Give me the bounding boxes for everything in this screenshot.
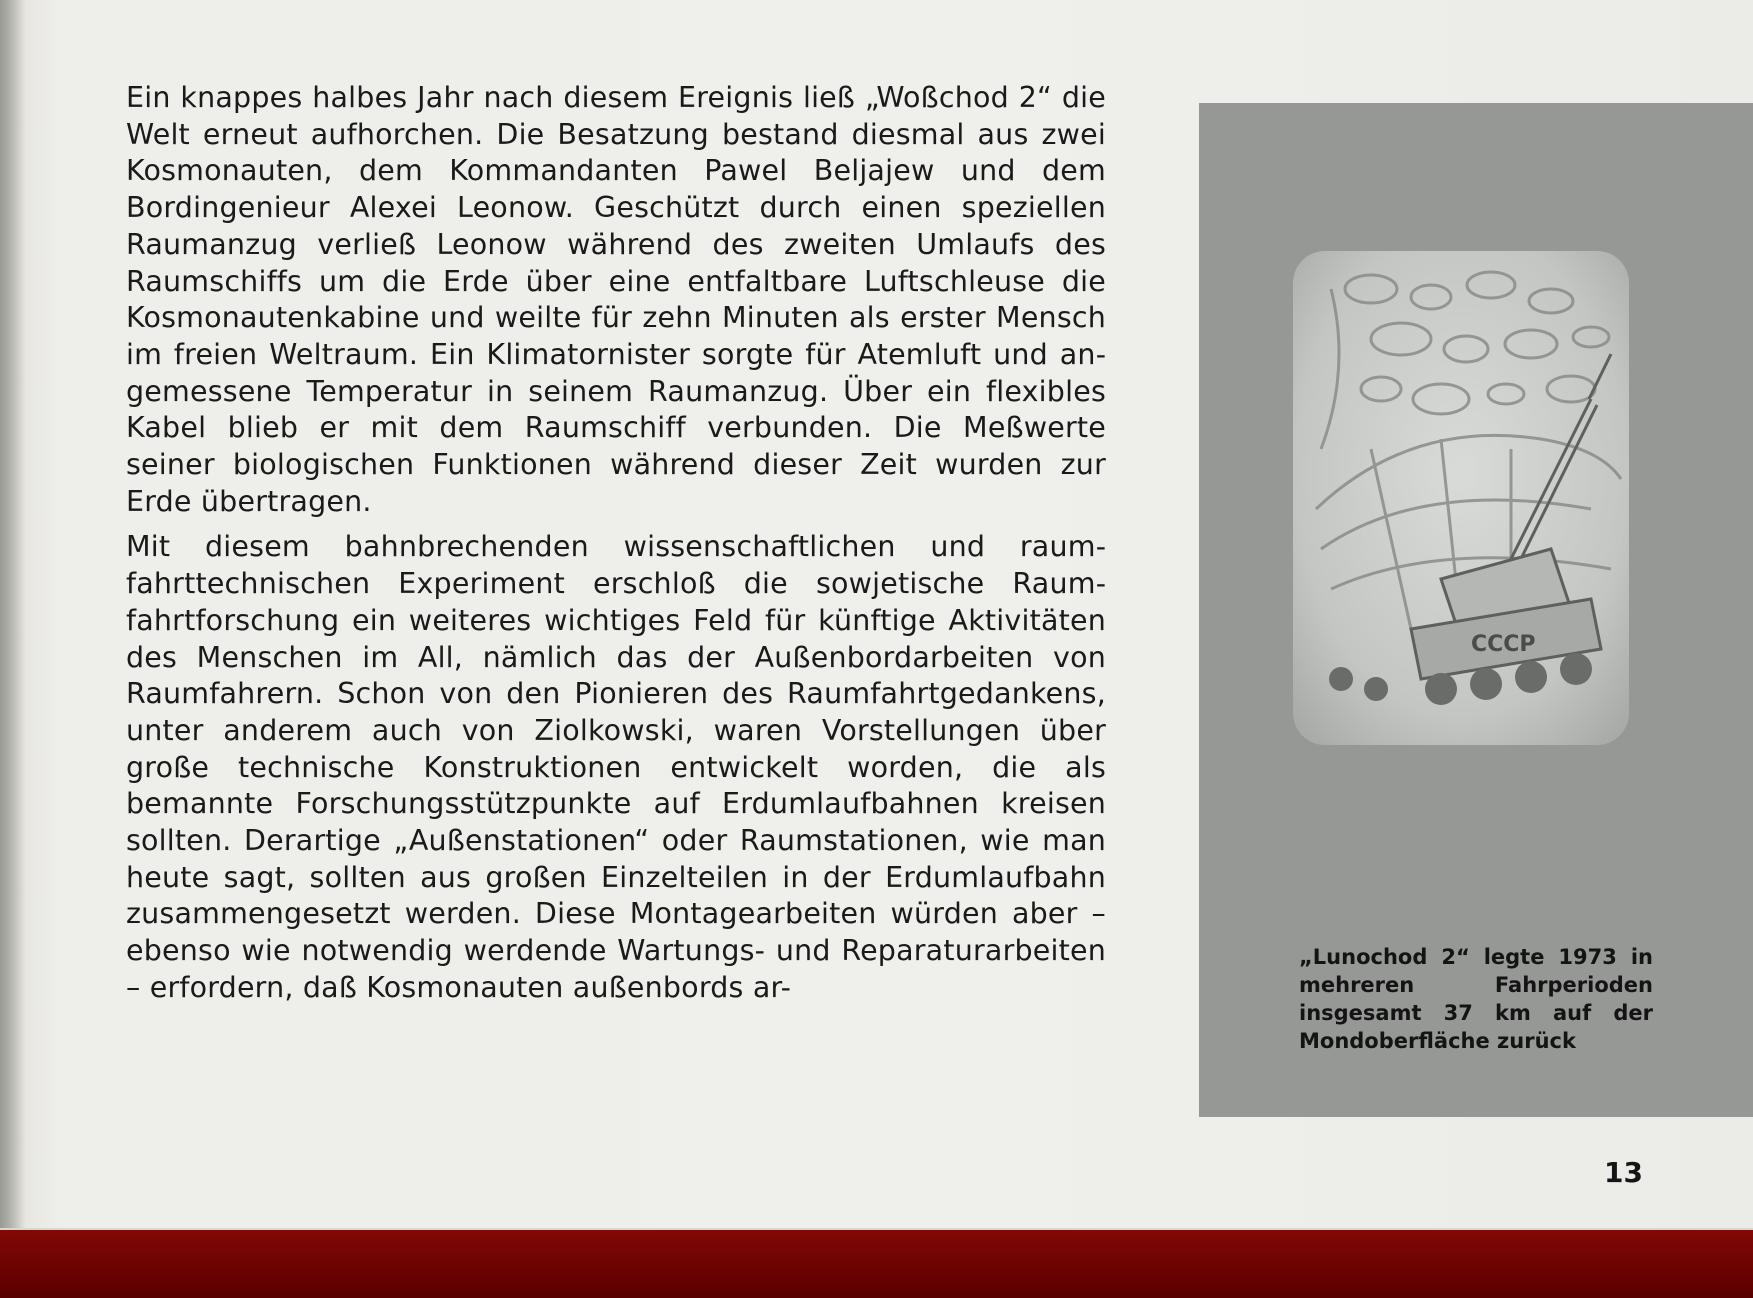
paragraph-1: Ein knappes halbes Jahr nach diesem Ereignis ließ „Woßchod 2“ die Welt erneut aufhorchen. Die Besatzung bestand diesmal aus zwei Kosmonauten, dem Kommandanten Pawel Beljajew und dem Bordingenieur Alexei Leonow. Geschützt durch einen speziellen Raumanzug verließ Leonow während des zweiten Umlaufs des Raumschiffs um die Erde über eine entfaltbare Luftschleuse die Kosmonautenkabine und weilte für zehn Minuten als erster Mensch im freien Weltraum. Ein Klimatornister sorgte für Atemluft und angemessene Temperatur in seinem Raumanzug. Über ein flexibles Kabel blieb er mit dem Raumschiff verbunden. Die Meßwerte seiner biologischen Funktionen während dieser Zeit wurden zur Erde übertragen. <box>126 81 1106 518</box>
lunokhod-stamp-illustration <box>1291 249 1631 747</box>
figure-panel <box>1199 103 1753 1117</box>
page-number: 13 <box>1604 1156 1643 1189</box>
page-gutter-shadow <box>0 0 26 1228</box>
stamp-text: СССР <box>1471 632 1536 657</box>
body-text <box>126 80 1106 1007</box>
figure-caption: „Lunochod 2“ legte 1973 in mehreren Fahrperioden insgesamt 37 km auf der Mondoberfläche zurück <box>1299 945 1653 1053</box>
paragraph-2: Mit diesem bahnbrechenden wissenschaftlichen und raumfahrttechnischen Experiment erschloß die sowjetische Raumfahrtforschung ein weiteres wichtiges Feld für künftige Aktivitäten des Menschen im All, nämlich das der Außenbordarbeiten von Raumfahrern. Schon von den Pionieren des Raumfahrtgedankens, unter anderem auch von Ziolkowski, waren Vorstellungen über große technische Konstruktionen entwickelt worden, die als bemannte Forschungsstützpunkte auf Erdumlaufbahnen kreisen sollten. Derartige „Außenstationen“ oder Raumstationen, wie man heute sagt, sollten aus großen Einzelteilen in der Erdumlaufbahn zusammengesetzt werden. Diese Montagearbeiten würden aber – ebenso wie notwendig werdende Wartungs- und Reparaturarbeiten – erfordern, daß Kosmonauten außenbords ar- <box>126 530 1106 1004</box>
